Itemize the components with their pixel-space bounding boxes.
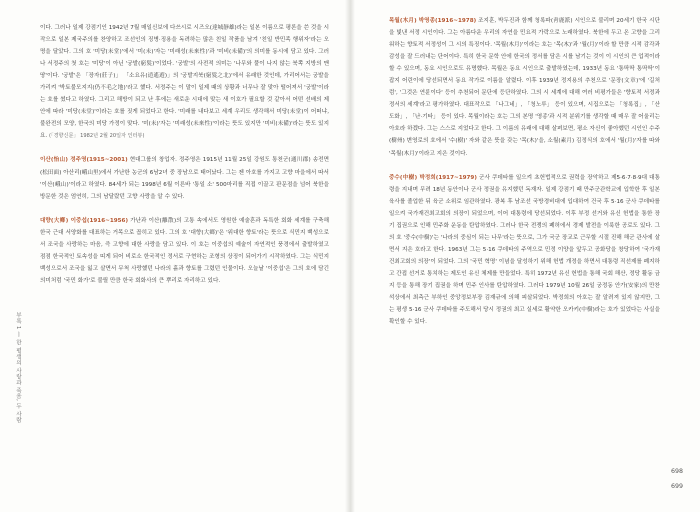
- right-column: [389, 15, 660, 340]
- entry-body: 현대그룹의 창업자. 정주영은 1915년 11월 25일 강원도 통천군(通川郡) 송전면(松田面) 아산리(峨山里)에서 가난한 농군의 6남2녀 중 장남으로 태어났다. 그는 젠 아호를 가지고 고향 마을에서 따서 '이산(峨山)'이라고 하였다. 84세가 되는 1998년 6월 이른바 '통일 소' 500마리를 직접 이끌고 판문점을 넘어 북한을 방문한 것은 엄연히, 그의 남달랐던 고향 사랑을 알 수 있다.: [40, 157, 330, 200]
- page-number-left: 698: [671, 468, 684, 475]
- entry-body: 조지훈, 박두진과 함께 청록파(靑鹿派) 시인으로 불리며 20세기 한국 시단을 빛낸 서정 시인이다. 그는 아름다운 우리의 자연을 민요적 가락으로 노래하였다. 북한에 두고 온 고향을 그리워하는 향토적 서정성이 그 시의 특징이다. '목월(木月)'이라는 호는 '목(木)'과 '월(月)'이라 할 만큼 시적 감각과 감성을 잘 드러내는 단어이다. 특히 한국 문학 안에 한국의 정서를 담은 시를 남기는 것이 이 시인의 큰 업적이라 할 수 있으며, 동요 시인으로도 유명했다. 목월은 동요 시인으로 출발하였는데, 1933년 동요 '통딱딱 통딱딱'이 잡지 어린이에 당선되면서 동요 작가로 이름을 알렸다. 이후 1939년 정지용의 추천으로 '문장(文章)'에 '길처럼', '그것은 연륜이다' 등이 추천되어 문단에 등단하였다. 그의 시 세계에 대해 여러 비평가들은 '향토적 서정과 정서의 세계'라고 평가하였다. 대표작으로 「나그네」, 「청노루」 등이 있으며, 시집으로는 「청록집」, 「산도화」, 「난·기타」 등이 있다. 목월이라는 호는 그의 본명 '영종'과 시적 분위기를 생각할 때 매우 잘 어울리는 아호라 하겠다. 그는 스스로 지었다고 한다. 그 이름의 유래에 대해 살펴보면, 평소 자신이 좋아했던 시인인 수주(樹州) 변영로의 호에서 '수(樹)' 자와 같은 뜻을 갖는 '목(木)'을, 소월(素月) 김정식의 호에서 '월(月)'자를 따와 '목월(木月)'이라고 지은 것이다.: [389, 18, 661, 157]
- entry-heading: 중수(中樹) 박정희(1917~1979): [389, 174, 477, 181]
- entry-body: 군사 쿠데타를 일으켜 초헌법적으로 권력을 장악하고 제5·6·7·8·9대 대통령을 지내며 무려 18년 동안이나 군사 정권을 유지했던 독재자. 일제 강점기 때 만주군관학교에 입학한 후 일본 육사를 졸업한 뒤 육군 소위로 임관하였다. 광복 후 남조선 국방경비대에 입대하여 건국 후 5·16 군사 쿠데타를 일으켜 국가재건최고회의 의장이 되었으며, 이어 대통령에 당선되었다. 이후 부정 선거와 유신 헌법을 통한 장기 집권으로 인해 민주화 운동을 탄압하였다. 그러나 한국 전쟁의 폐허에서 경제 발전을 이룩한 공로도 있다. 그의 호 '중수(中樹)'는 '나라의 중심이 되는 나무'라는 뜻으로, 그가 국군 장교로 근무할 시절 진해 해군 관사에 살면서 지은 호라고 한다. 1963년 그는 5·16 쿠데타의 주역으로 민정 이양을 앞두고 공화당을 창당하여 '국가재건최고회의 의장'이 되었다. 그의 '국민 혁명' 이념을 달성하기 위해 헌법 개정을 하면서 대통령 직선제를 폐지하고 간접 선거로 통치하는 제도인 유신 체제를 만들었다. 특히 1972년 유신 헌법을 통해 국회 해산, 정당 활동 금지 등을 통해 장기 집권을 하며 민주 인사를 탄압하였다. 그러다 1979년 10월 26일 궁정동 안가(安家)의 만찬 석상에서 최측근 부하인 중앙정보부장 김재규에 의해 피살되었다. 박정희의 아호는 잘 알려져 있지 않지만, 그는 평생 5·16 군사 쿠데타를 주도해서 당시 정권의 최고 실세로 활약한 오카키(中樹)라는 호가 있었다는 사실을 확인할 수 있다.: [389, 174, 660, 326]
- entry-lee-jungseop: [40, 215, 329, 287]
- entry-park-junghee: [389, 172, 660, 329]
- citation: (「경향신문」 1982년 2월 20일자 인터뷰): [49, 133, 145, 140]
- page-number-right: 699: [671, 483, 684, 490]
- running-header-vertical: 부록 1 ㅣ 한 평생의 사랑과 죽음, 두 사람: [15, 312, 21, 424]
- left-column: [40, 22, 329, 299]
- entry-heading: 목월(木月) 박영종(1916~1978): [389, 18, 477, 24]
- entry-body: 이다. 그러나 일제 강점기인 1942년 7월 매일신보에 다쓰시로 시즈오(達城靜雄)라는 일본 이름으로 평론을 쓴 것을 시작으로 일본 제국주의를 찬양하고 조선인의 징병·징용을 독려하는 많은 친일 작품을 남겨 '친일 반민족 행위자'라는 오명을 달았다. 그의 호 '미당(未堂)'에서 '미(未)'자는 '미래성(未來性)'과 '미비(未備)'의 의미를 동시에 담고 있다. 그러나 서정주의 첫 호는 '미당'이 아닌 '궁발(窮髮)'이었다. '궁발'의 사전적 의미는 '나무와 풀이 나지 않는 북쪽 지방의 맨땅'이다. '궁발'은 「장자(莊子)」 「소요유(逍遙遊)」의 '궁발지북(窮髮之北)'에서 유래한 것인데, 가리어서는 궁발을 가리켜 '박토불모지지(仍不毛之地)'라고 했다. 서정주는 이 말이 일제 때의 상황과 너무나 잘 맞아 떨어져서 '궁발'이라는 호를 썼다고 하였다. 그리고 해방이 되고 난 후에는 새로운 시대에 맞는 새 이호가 필요할 것 같아서 어떤 선배의 제안에 따라 '미당(未堂)'이라는 호를 짓게 되었다고 한다. '미래를 내다보고 세계 우리도 생각해서 미당(未堂)이 어떠냐, 불완전의 모양, 한국의 미당 가정이 맞다. '미(未)'자는 '미래성(未來性)'이라는 뜻도 있지만 '미비(未備)'라는 뜻도 있지요.: [40, 25, 329, 140]
- book-gutter: [345, 0, 355, 512]
- entry-body: 가난과 이산(離散)의 고통 속에서도 영원한 예술혼과 독특한 회화 세계를 구축해 한국 근대 서양화를 대표하는 거목으로 꼽히고 있다. 그의 호 '대향(大鄕)'은 '위대한 향토'라는 뜻으로 식민지 백성으로서 조국을 사랑하는 마음, 즉 고향에 대한 사랑을 담고 있다. 이 호는 이중섭의 예술이 자연적인 풍경에서 출발하였고 점점 한국적인 토속성을 띠게 되어 비로소 한국적인 정서로 구현하는 조형의 상징이 되어가기 시작하였다. 그는 식민지 백성으로서 조국을 잃고 살면서 무척 사랑했던 나라의 흙과 향토를 그렸던 인물이다. 오늘날 '이중섭'은 그의 호에 담긴 의미처럼 '국민 화가'로 불릴 만큼 한국 회화사의 큰 뿌리로 자리하고 있다.: [40, 217, 329, 284]
- entry-heading: 대향(大鄕) 이중섭(1916~1956): [40, 217, 129, 224]
- entry-park-mokwol: [389, 15, 660, 160]
- entry-seo-jungju: [40, 22, 329, 142]
- entry-chung-juyung: [40, 154, 329, 202]
- entry-heading: 이산(怡山) 정주영(1915~2001): [40, 157, 128, 164]
